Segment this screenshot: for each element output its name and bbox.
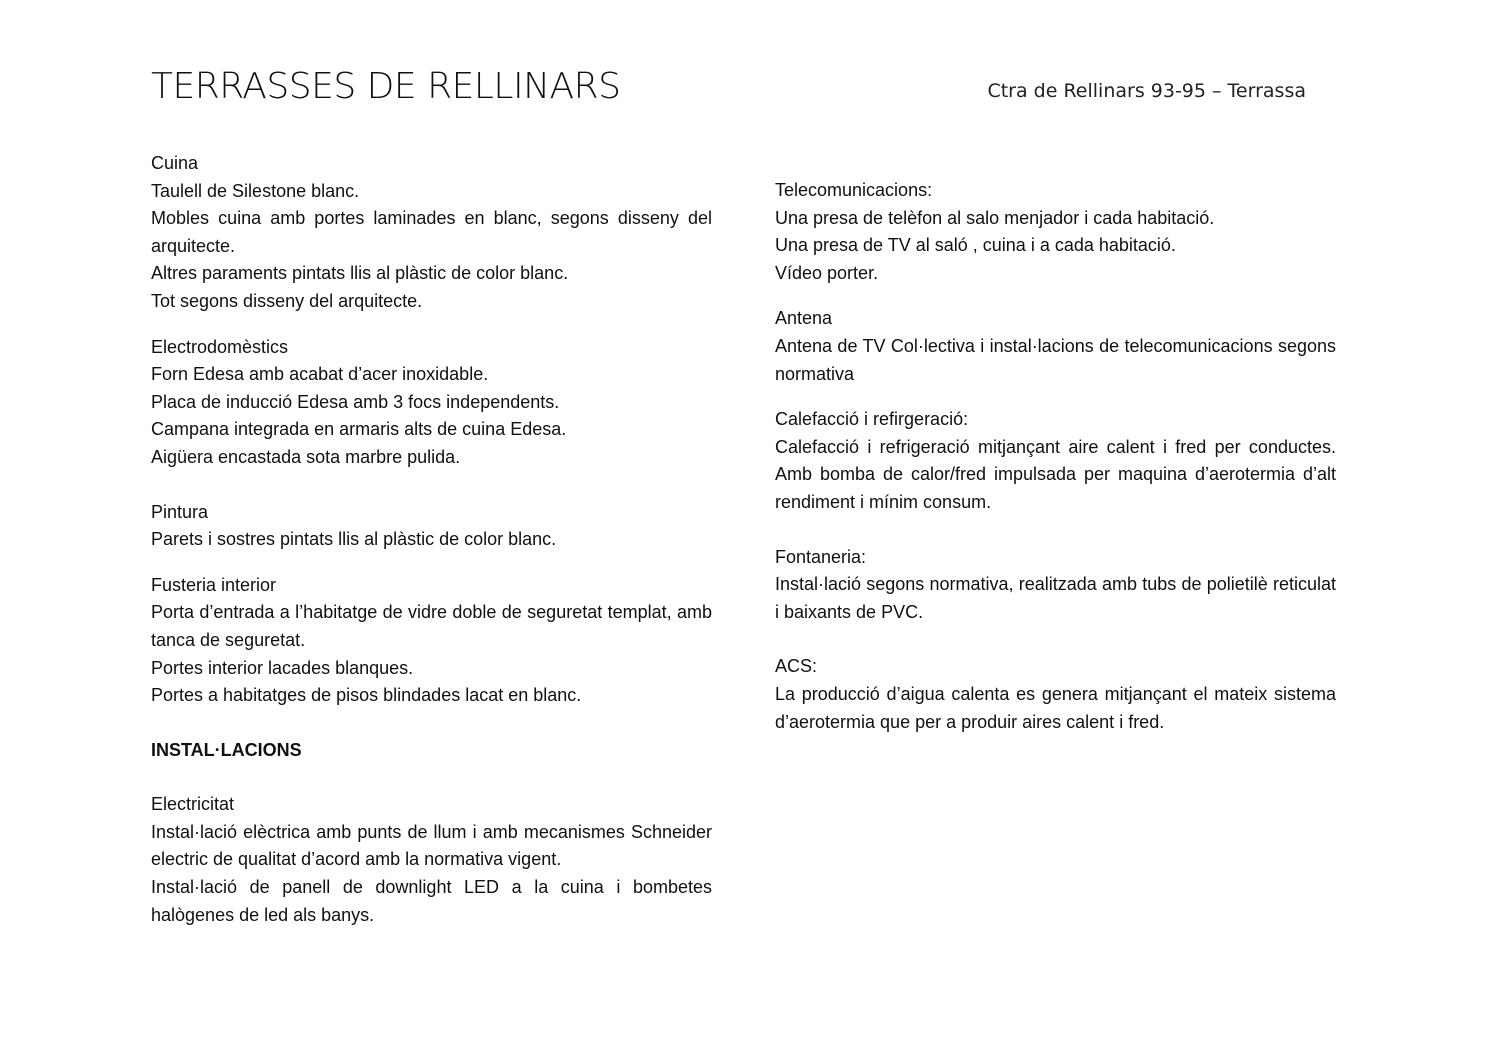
- section-calefaccio: [775, 406, 1336, 516]
- section-line: Aigüera encastada sota marbre pulida.: [151, 446, 461, 467]
- section-line: Forn Edesa amb acabat d’acer inoxidable.: [151, 364, 489, 385]
- section-line: Vídeo porter.: [775, 262, 879, 283]
- section-line: Una presa de telèfon al salo menjador i cada habitació.: [775, 207, 1215, 228]
- left-column: [151, 150, 712, 929]
- installacions-title: INSTAL·LACIONS: [151, 739, 302, 760]
- section-line: Calefacció i refrigeració mitjançant aire calent i fred per conductes. Amb bomba de calor/fred impulsada per maquina d’aerotermia d’alt rendiment i mínim consum.: [775, 436, 1336, 512]
- section-line: Instal·lació elèctrica amb punts de llum i amb mecanismes Schneider electric de qualitat d’acord amb la normativa vigent.: [151, 821, 712, 870]
- section-heading: ACS:: [775, 656, 818, 677]
- section-heading: Electricitat: [151, 794, 235, 815]
- section-line: Una presa de TV al saló , cuina i a cada habitació.: [775, 235, 1176, 256]
- section-fontaneria: [775, 544, 1336, 627]
- section-electricitat: [151, 791, 712, 929]
- document-title: TERRASSES DE RELLINARS: [151, 66, 621, 107]
- section-cuina: [151, 150, 712, 316]
- section-line: La producció d’aigua calenta es genera mitjançant el mateix sistema d’aerotermia que per a produir aires calent i fred.: [775, 683, 1336, 732]
- section-line: Parets i sostres pintats llis al plàstic de color blanc.: [151, 529, 557, 550]
- section-line: Instal·lació segons normativa, realitzada amb tubs de polietilè reticulat i baixants de PVC.: [775, 574, 1336, 622]
- section-line: Portes a habitatges de pisos blindades lacat en blanc.: [151, 685, 582, 706]
- section-heading: Fusteria interior: [151, 574, 277, 595]
- section-pintura: [151, 499, 712, 554]
- section-line: Porta d’entrada a l’habitatge de vidre doble de seguretat templat, amb tanca de seguretat.: [151, 602, 712, 650]
- section-line: Altres paraments pintats llis al plàstic de color blanc.: [151, 263, 569, 284]
- section-electrodomestics: [151, 334, 712, 472]
- section-line: Mobles cuina amb portes laminades en blanc, segons disseny del arquitecte.: [151, 208, 712, 256]
- section-heading: Antena: [775, 308, 833, 329]
- section-line: Tot segons disseny del arquitecte.: [151, 290, 423, 311]
- section-heading: Cuina: [151, 153, 199, 173]
- section-heading: Fontaneria:: [775, 546, 867, 567]
- section-line: Placa de inducció Edesa amb 3 focs independents.: [151, 391, 560, 412]
- section-antena: [775, 305, 1336, 388]
- section-acs: [775, 653, 1336, 736]
- section-heading: Electrodomèstics: [151, 336, 289, 357]
- section-heading: Pintura: [151, 501, 209, 522]
- section-telecomunicacions: [775, 177, 1336, 287]
- section-fusteria: [151, 572, 712, 710]
- section-line: Campana integrada en armaris alts de cuina Edesa.: [151, 419, 567, 440]
- section-line: Antena de TV Col·lectiva i instal·lacions de telecomunicacions segons normativa: [775, 335, 1336, 384]
- section-heading: Telecomunicacions:: [775, 180, 933, 200]
- section-heading: Calefacció i refirgeració:: [775, 409, 969, 430]
- section-line: Instal·lació de panell de downlight LED a la cuina i bombetes halògenes de led als banys.: [151, 877, 712, 925]
- section-installacions: [151, 737, 712, 765]
- document-address: Ctra de Rellinars 93-95 – Terrassa: [987, 80, 1306, 102]
- section-line: Taulell de Silestone blanc.: [151, 180, 360, 201]
- right-column: [775, 177, 1336, 736]
- section-line: Portes interior lacades blanques.: [151, 657, 414, 678]
